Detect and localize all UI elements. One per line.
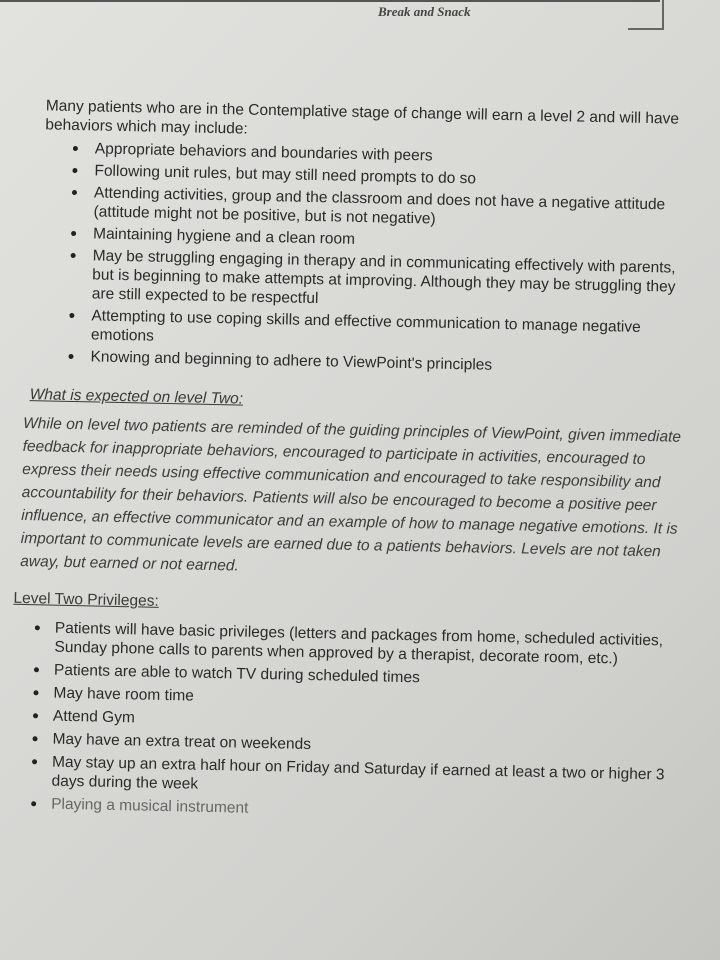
list-item: May have room time: [15, 683, 685, 716]
schedule-cell-text: Break and Snack: [378, 4, 471, 19]
list-item: Playing a musical instrument: [13, 794, 683, 827]
expectations-heading: What is expected on level Two:: [29, 386, 244, 408]
list-item: May stay up an extra half hour on Friday and Saturday if earned at least a two or higher 3 days during the week: [13, 752, 684, 804]
bullet-icon: [71, 253, 76, 258]
list-item: Attending activities, group and the classroom and does not have a negative attitude (attitude might not be positive, but is not negative): [25, 182, 696, 234]
intro-paragraph: Many patients who are in the Contemplative stage of change will earn a level 2 and will have behaviors which may include:: [45, 97, 680, 138]
list-item: Attempting to use coping skills and effective communication to manage negative emotions: [23, 305, 694, 357]
table-cell-border: [628, 0, 664, 30]
list-item: Knowing and beginning to adhere to ViewPoint's principles: [22, 346, 692, 379]
bullet-icon: [72, 168, 77, 173]
bullet-icon: [73, 146, 78, 151]
list-item: Attend Gym: [15, 706, 685, 739]
bullet-icon: [32, 759, 37, 764]
bullet-icon: [31, 801, 36, 806]
list-item: May be struggling engaging in therapy and in communicating effectively with parents, but is beginning to make attempts at improving. Although they may be struggling they are still expected to be respectful: [24, 245, 695, 316]
behaviors-list: [22, 138, 697, 379]
table-top-border: [0, 0, 660, 2]
bullet-icon: [72, 190, 77, 195]
bullet-icon: [33, 713, 38, 718]
document-content: [13, 96, 698, 831]
bullet-icon: [69, 313, 74, 318]
bullet-icon: [33, 690, 38, 695]
bullet-icon: [35, 625, 40, 630]
list-item: Following unit rules, but may still need prompts to do so: [26, 160, 696, 193]
bullet-icon: [69, 354, 74, 359]
list-item: Patients are able to watch TV during scheduled times: [16, 660, 686, 693]
list-item: Appropriate behaviors and boundaries with peers: [27, 138, 697, 171]
bullet-icon: [34, 667, 39, 672]
list-item: Maintaining hygiene and a clean room: [25, 223, 695, 256]
privileges-heading: Level Two Privileges:: [13, 589, 159, 610]
list-item: Patients will have basic privileges (letters and packages from home, scheduled activities, Sunday phone calls to parents when approved by a therapist, decorate room, etc.): [16, 618, 687, 670]
list-item: May have an extra treat on weekends: [14, 729, 684, 762]
expectations-paragraph: While on level two patients are reminded of the guiding principles of ViewPoint, given immediate feedback for inappropriate behaviors, encouraged to participate in activities, encouraged to express their needs using effective communication and encouraged to take responsibility and accountability for their behaviors. Patients will also be encouraged to become a positive peer influence, an effective communicator and an example of how to manage negative emotions. It is important to communicate levels are earned due to a patients behaviors. Levels are not taken away, but earned or not earned.: [20, 414, 682, 575]
bullet-icon: [71, 231, 76, 236]
bullet-icon: [32, 736, 37, 741]
privileges-list: [13, 618, 687, 827]
